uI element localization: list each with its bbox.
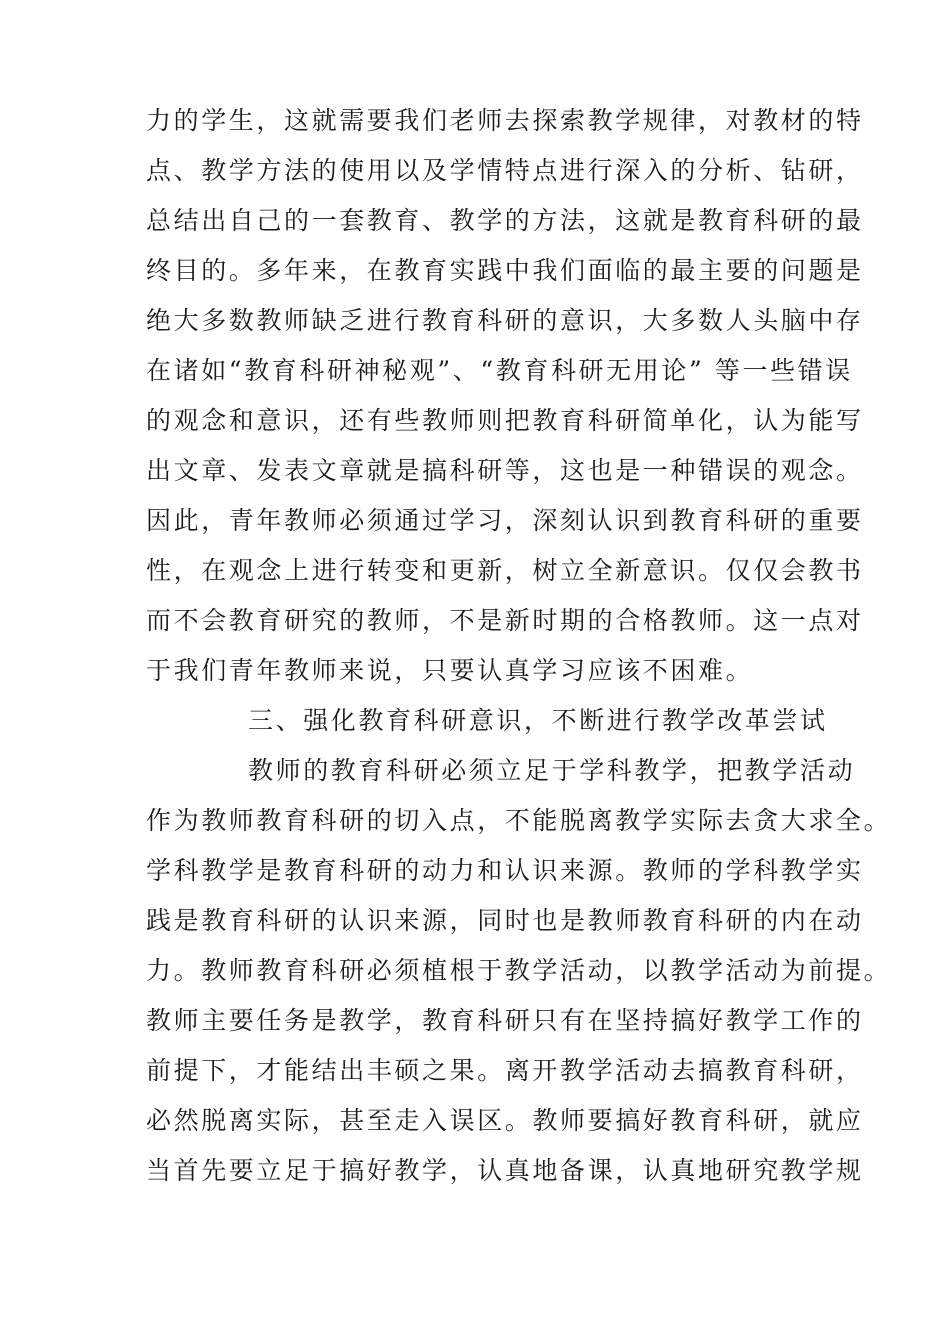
paragraph-line: 必然脱离实际，甚至走入误区。教师要搞好教育科研，就应 [146,1106,864,1135]
paragraph-line: 践是教育科研的认识来源，同时也是教师教育科研的内在动 [146,906,864,935]
paragraph-line: 而不会教育研究的教师，不是新时期的合格教师。这一点对 [146,606,864,635]
paragraph-line: 的观念和意识，还有些教师则把教育科研简单化，认为能写 [146,406,864,435]
paragraph-line: 前提下，才能结出丰硕之果。离开教学活动去搞教育科研， [146,1056,864,1085]
paragraph-line: 绝大多数教师缺乏进行教育科研的意识，大多数人头脑中存 [146,306,864,335]
paragraph-line: 在诸如“教育科研神秘观”、“教育科研无用论” 等一些错误 [146,356,853,385]
paragraph-line: 作为教师教育科研的切入点，不能脱离教学实际去贪大求全。 [146,806,892,835]
paragraph-line: 性，在观念上进行转变和更新，树立全新意识。仅仅会教书 [146,556,864,585]
paragraph-line: 教师的教育科研必须立足于学科教学，把教学活动 [248,756,856,785]
paragraph-line: 因此，青年教师必须通过学习，深刻认识到教育科研的重要 [146,506,864,535]
paragraph-line: 终目的。多年来，在教育实践中我们面临的最主要的问题是 [146,256,864,285]
paragraph-line: 总结出自己的一套教育、教学的方法，这就是教育科研的最 [146,206,864,235]
paragraph-line: 学科教学是教育科研的动力和认识来源。教师的学科教学实 [146,856,864,885]
paragraph-line: 力。教师教育科研必须植根于教学活动，以教学活动为前提。 [146,956,892,985]
paragraph-line: 于我们青年教师来说，只要认真学习应该不困难。 [146,656,754,685]
section-heading: 三、强化教育科研意识，不断进行教学改革尝试 [248,706,828,735]
paragraph-line: 当首先要立足于搞好教学，认真地备课，认真地研究教学规 [146,1156,864,1185]
paragraph-line: 点、教学方法的使用以及学情特点进行深入的分析、钻研， [146,156,864,185]
paragraph-line: 教师主要任务是教学，教育科研只有在坚持搞好教学工作的 [146,1006,864,1035]
paragraph-line: 力的学生，这就需要我们老师去探索教学规律，对教材的特 [146,106,864,135]
paragraph-line: 出文章、发表文章就是搞科研等，这也是一种错误的观念。 [146,456,864,485]
